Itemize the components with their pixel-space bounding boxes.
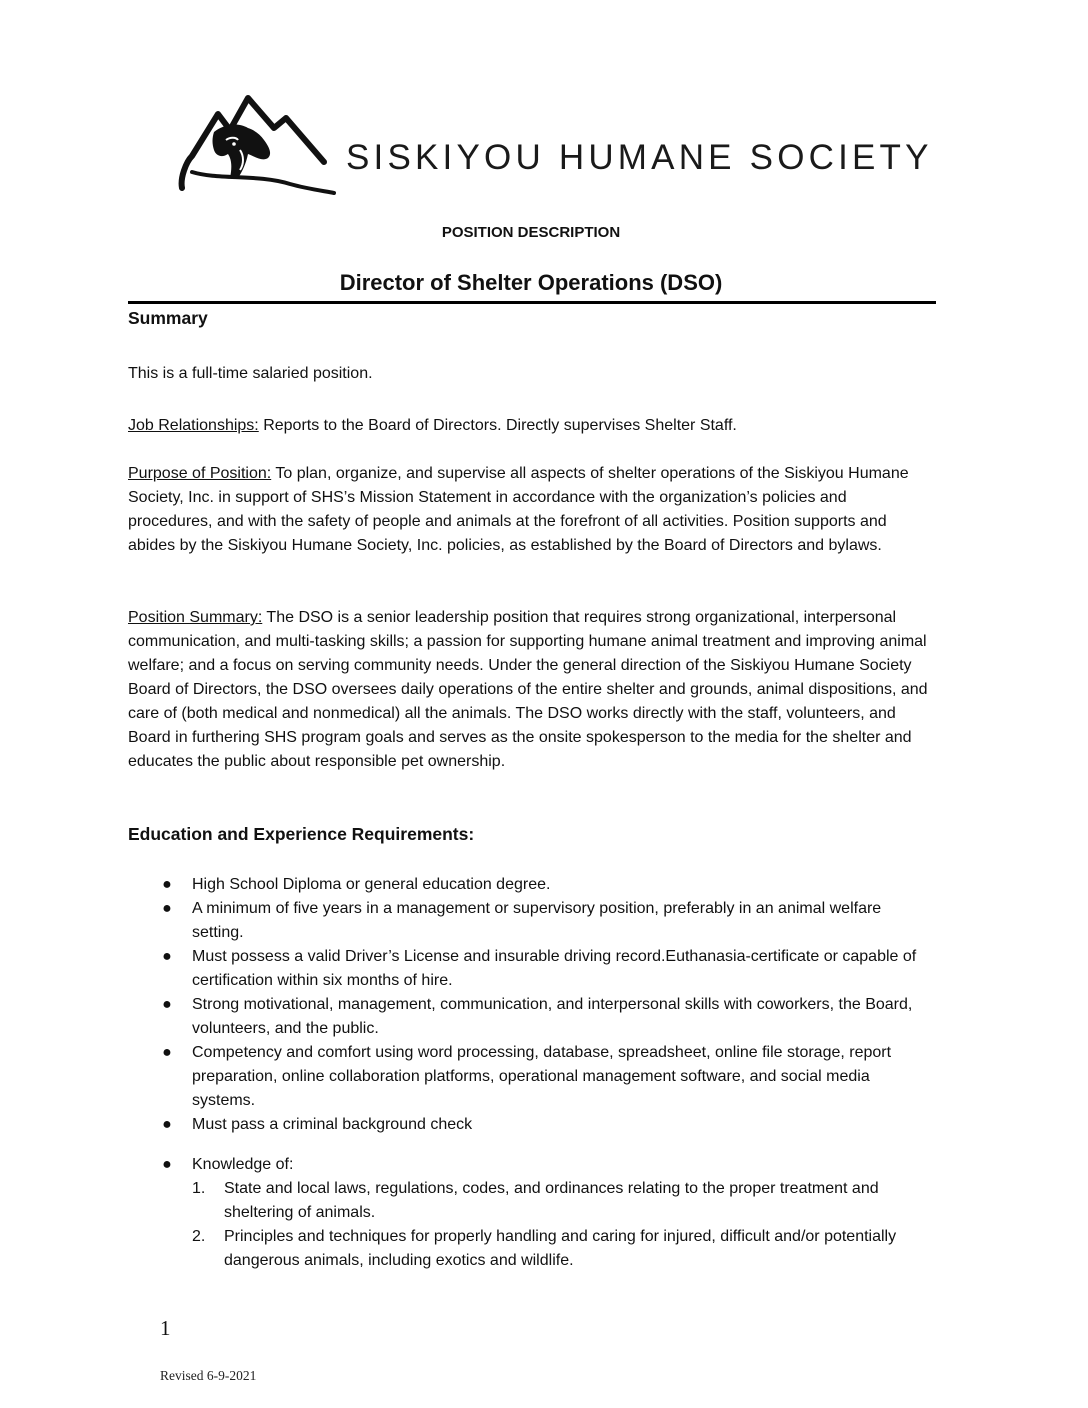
page-title: Director of Shelter Operations (DSO) [339, 270, 723, 295]
bullet-icon: ● [162, 900, 172, 917]
list-item: ● Knowledge of: [128, 1153, 928, 1177]
purpose-paragraph [128, 462, 928, 558]
bullet-icon: ● [162, 1156, 172, 1173]
intro-paragraph: This is a full-time salaried position. [128, 365, 373, 382]
education-heading: Education and Experience Requirements: [128, 824, 475, 844]
list-item: ● Strong motivational, management, communication, and interpersonal skills with coworkers, the Board, volunteers, and the public. [128, 993, 928, 1041]
position-summary-paragraph [128, 606, 928, 774]
document-type: POSITION DESCRIPTION [441, 224, 621, 241]
list-item: ● Must possess a valid Driver’s License and insurable driving record.Euthanasia-certificate or capable of certification within six months of hire. [128, 945, 928, 993]
list-item: ● Must pass a criminal background check [128, 1113, 928, 1137]
bullet-icon: ● [162, 876, 172, 893]
list-item: ● High School Diploma or general education degree. [128, 873, 928, 897]
numbered-item: 2. Principles and techniques for properly handling and caring for injured, difficult and/or potentially dangerous animals, including exotics and wildlife. [192, 1228, 897, 1269]
summary-heading: Summary [128, 308, 208, 328]
list-item: ● Competency and comfort using word processing, database, spreadsheet, online file storage, report preparation, online collaboration platforms, operational management software, and social media systems. [128, 1041, 928, 1113]
bullet-icon: ● [162, 996, 172, 1013]
purpose-label: Purpose of Position: [128, 465, 272, 482]
position-summary-label: Position Summary: [128, 609, 263, 626]
revision-date: Revised 6-9-2021 [160, 1368, 257, 1383]
bullet-icon: ● [162, 1116, 172, 1133]
purpose-text: To plan, organize, and supervise all aspects of shelter operations of the Siskiyou Humane Society, Inc. in support of SHS’s Mission Statement in accordance with the organization’s policies and procedures, and with the safety of people and animals at the forefront of all activities. Position supports and abides by the Siskiyou Humane Society, Inc. policies, as established by the Board of Directors and bylaws. [128, 465, 909, 554]
list-item: ● A minimum of five years in a management or supervisory position, preferably in an animal welfare setting. [128, 897, 928, 945]
job-relationships-paragraph [128, 414, 928, 438]
job-relationships-text: Reports to the Board of Directors. Directly supervises Shelter Staff. [258, 417, 737, 434]
mountain-dog-logo-icon [178, 92, 338, 197]
job-relationships-label: Job Relationships: [128, 417, 259, 434]
bullet-icon: ● [162, 948, 172, 965]
page-number: 1 [160, 1316, 171, 1340]
numbered-item: 1. State and local laws, regulations, codes, and ordinances relating to the proper treatment and sheltering of animals. [192, 1180, 879, 1221]
bullet-icon: ● [162, 1044, 172, 1061]
title-divider [128, 301, 936, 304]
position-summary-text: The DSO is a senior leadership position that requires strong organizational, interpersonal communication, and multi-tasking skills; a passion for supporting humane animal treatment and improving animal welfare; and a focus on serving community needs. Under the general direction of the Siskiyou Humane Society Board of Directors, the DSO oversees daily operations of the entire shelter and grounds, animal dispositions, and care of (both medical and nonmedical) all the animals. The DSO works directly with the staff, volunteers, and Board in furthering SHS program goals and serves as the onsite spokesperson to the media for the shelter and educates the public about responsible pet ownership. [128, 609, 928, 770]
organization-name: SISKIYOU HUMANE SOCIETY [346, 138, 933, 177]
